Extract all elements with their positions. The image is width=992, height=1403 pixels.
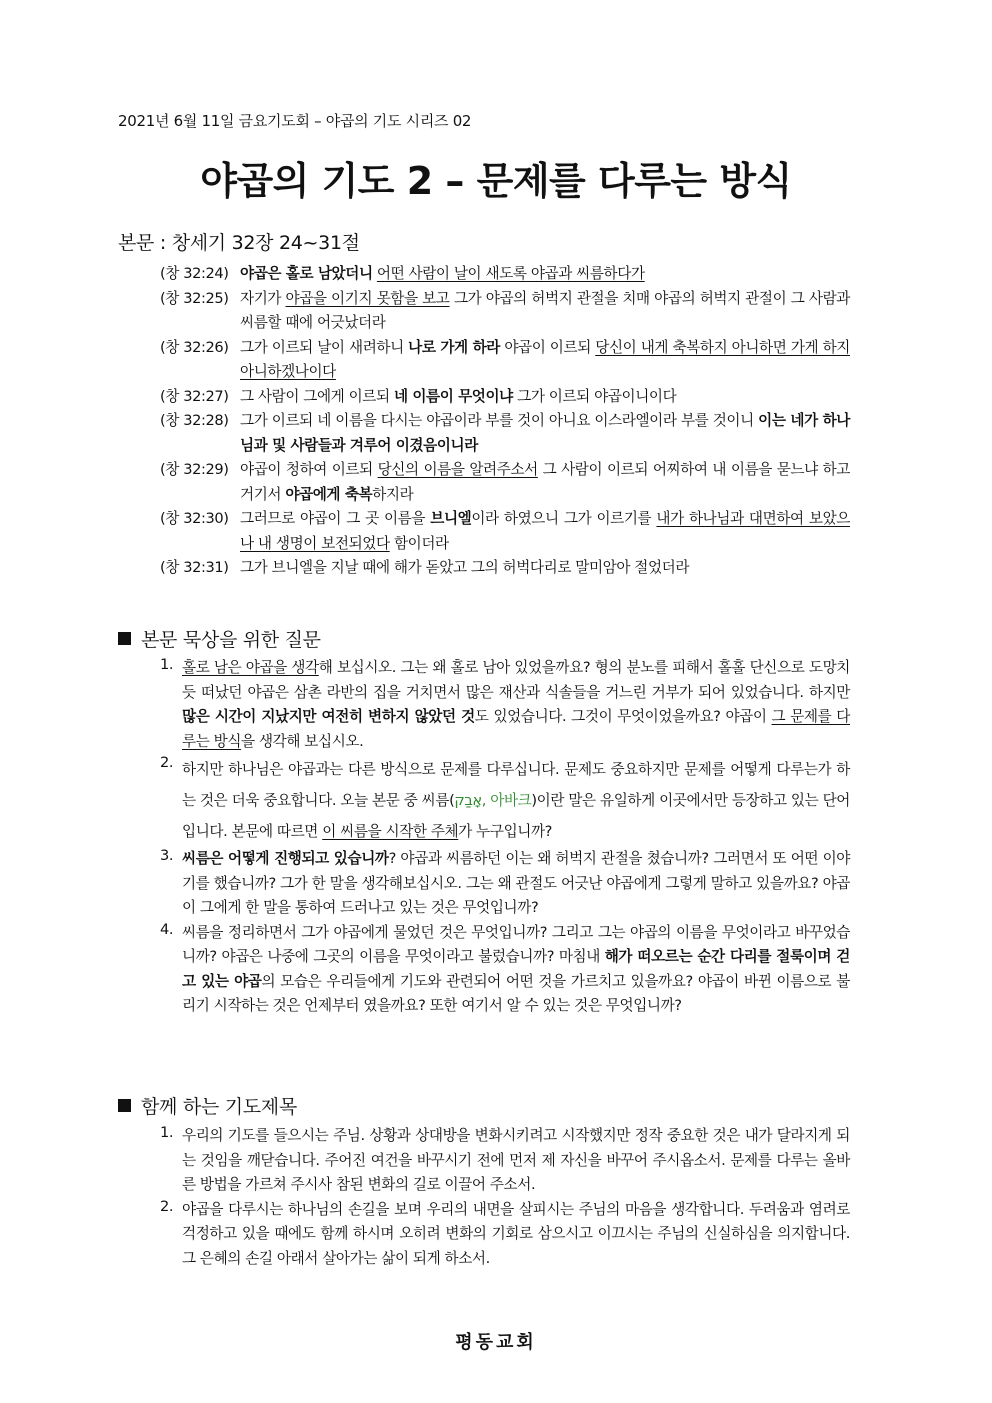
verse-ref: (창 32:27) — [160, 387, 229, 405]
verse-text — [240, 556, 850, 581]
verse-ref: (창 32:24) — [160, 265, 229, 282]
text-run: 이라 하였으니 그가 이르기를 — [471, 510, 657, 527]
verse-text — [240, 287, 850, 336]
text-run: 해가 떠오르는 순간 다리를 절룩이며 걷고 있는 야곱 — [182, 948, 850, 990]
item-number: 2. — [160, 1197, 174, 1215]
prayers-heading-label: 함께 하는 기도제목 — [141, 1096, 297, 1118]
text-run: 네 이름이 무엇이냐 — [393, 387, 513, 405]
item-text — [182, 847, 850, 921]
item-number: 2. — [160, 754, 174, 771]
verse-row — [160, 287, 850, 336]
text-run: 을 생각해 보십시오. — [241, 732, 364, 750]
text-run: 그 사람이 그에게 이르되 — [240, 387, 394, 405]
text-run: 씨름은 어떻게 진행되고 있습니까 — [182, 850, 389, 867]
text-run: 함이더라 — [389, 534, 449, 552]
verse-list — [160, 262, 850, 581]
text-run: 하지만 하나님은 야곱과는 다른 방식으로 문제를 다루십니다. 문제도 중요하지만 문제를 어떻게 다루는가 하는 것은 더욱 중요합니다. 오늘 본문 중 씨름( — [182, 761, 850, 809]
question-item — [160, 754, 850, 847]
text-run: 도 있었습니다. 그것이 무엇이었을까요? 야곱이 — [474, 708, 772, 725]
text-run: ? 야곱과 씨름하던 이는 왜 허벅지 관절을 쳤습니까? 그러면서 또 어떤 이야기를 했습니까? 그가 한 말을 생각해보십시오. 그는 왜 관절도 어긋난 야곱에게 그렇게 말하고 있을까요? 야곱이 그에게 한 말을 통하여 드러나고 있는 것은 무엇입니까? — [182, 850, 850, 916]
text-run: 그러므로 야곱이 그 곳 이름을 — [240, 510, 431, 527]
item-number: 1. — [160, 1124, 174, 1141]
text-run: 그가 야곱의 허벅지 관절을 치매 야곱의 허벅지 관절이 그 사람과 씨름할 때에 어긋났더라 — [240, 289, 850, 331]
text-run: 야곱이 이르되 — [499, 338, 596, 356]
verse-row — [160, 336, 850, 385]
verse-row — [160, 556, 850, 581]
question-list — [160, 656, 850, 1019]
text-run: 가 누구입니까? — [458, 823, 553, 840]
verse-ref: (창 32:31) — [160, 559, 229, 576]
text-run: )이란 말은 유일하게 이곳에서만 등장하고 있는 단어입니다. 본문에 따르면 — [182, 792, 850, 840]
item-number: 4. — [160, 920, 174, 938]
verse-row — [160, 458, 850, 507]
verse-ref: (창 32:25) — [160, 289, 229, 307]
item-number: 1. — [160, 656, 174, 673]
item-text — [182, 1124, 850, 1198]
verse-text — [240, 385, 850, 410]
text-run: 우리의 기도를 들으시는 주님. 상황과 상대방을 변화시키려고 시작했지만 정작 중요한 것은 내가 달라지게 되는 것임을 깨닫습니다. 주어진 여건을 바꾸시기 전에 먼저 제 자신을 바꾸어 주시옵소서. 문제를 다루는 올바른 방법을 가르쳐 주시사 참된 변화의 길로 이끌어 주소서. — [182, 1127, 850, 1193]
verse-row — [160, 409, 850, 458]
text-run: 당신이 내게 축복하지 아니하면 가게 하지 아니하겠나이다 — [240, 338, 850, 380]
verse-text — [240, 336, 850, 385]
prayer-list — [160, 1124, 850, 1271]
text-run: 그 문제를 다루는 방식 — [182, 708, 850, 750]
text-run: 홀로 남은 야곱을 생각 — [182, 659, 319, 676]
text-run: 그 사람이 이르되 어찌하여 내 이름을 묻느냐 하고 거기서 — [240, 461, 850, 503]
verse-row — [160, 385, 850, 410]
verse-row — [160, 507, 850, 556]
text-run: 야곱을 다루시는 하나님의 손길을 보며 우리의 내면을 살피시는 주님의 마음을 생각합니다. 두려움과 염려로 걱정하고 있을 때에도 함께 하시며 오히려 변화의 기회로 삼으시고 이끄시는 주님의 신실하심을 의지합니다. 그 은혜의 손길 아래서 살아가는 삶이 되게 하소서. — [182, 1200, 850, 1267]
scripture-reference: 본문 : 창세기 32장 24~31절 — [118, 232, 360, 254]
verse-text — [240, 458, 850, 507]
text-run: 내가 하나님과 대면하여 보았으나 내 생명이 보전되었다 — [240, 510, 850, 552]
text-run: 야곱이 청하여 이르되 — [240, 461, 378, 478]
text-run: 어떤 사람이 날이 새도록 야곱과 씨름하다가 — [376, 265, 645, 282]
verse-ref: (창 32:26) — [160, 338, 229, 356]
item-text — [182, 1198, 850, 1272]
square-bullet-icon — [118, 1099, 131, 1112]
item-text — [182, 921, 850, 1019]
verse-ref: (창 32:29) — [160, 461, 229, 478]
text-run: 많은 시간이 지났지만 여전히 변하지 않았던 것 — [182, 708, 475, 725]
prayer-item — [160, 1124, 850, 1198]
church-name: 평동교회 — [455, 1332, 537, 1353]
text-run: 이는 네가 하나님과 및 사람들과 겨루어 이겼음이니라 — [240, 412, 850, 454]
text-run: 자기가 — [240, 289, 286, 307]
text-run: 그가 이르되 야곱이니이다 — [512, 387, 677, 405]
prayers-heading — [118, 1092, 297, 1119]
question-item — [160, 656, 850, 754]
verse-row — [160, 262, 850, 287]
question-item — [160, 921, 850, 1019]
text-run: 하지라 — [372, 485, 414, 503]
verse-text — [240, 262, 850, 287]
verse-ref: (창 32:30) — [160, 510, 229, 527]
item-number: 3. — [160, 847, 174, 864]
text-run: 해 보십시오. 그는 왜 홀로 남아 있었을까요? 형의 분노를 피해서 홀홀 단신으로 도망치듯 떠났던 야곱은 삼촌 라반의 집을 거치면서 많은 재산과 식솔들을 거느린 거부가 되어 있었습니다. 하지만 — [182, 659, 850, 701]
text-run: 야곱은 홀로 남았더니 — [240, 265, 373, 282]
page-title: 야곱의 기도 2 – 문제를 다루는 방식 — [200, 159, 792, 203]
hebrew-term: אָבַק, 아바크 — [454, 792, 532, 809]
verse-text — [240, 507, 850, 556]
text-run: 그가 이르되 네 이름을 다시는 야곱이라 부를 것이 아니요 이스라엘이라 부를 것이니 — [240, 412, 759, 429]
text-run: 나로 가게 하라 — [408, 338, 500, 356]
square-bullet-icon — [118, 632, 131, 645]
text-run: 그가 브니엘을 지날 때에 해가 돋았고 그의 허벅다리로 말미암아 절었더라 — [240, 559, 690, 576]
questions-heading-label: 본문 묵상을 위한 질문 — [141, 629, 321, 651]
prayer-item — [160, 1198, 850, 1272]
item-text — [182, 754, 850, 847]
text-run: 이 씨름을 시작한 주체 — [322, 823, 459, 840]
verse-ref: (창 32:28) — [160, 412, 229, 429]
item-text — [182, 656, 850, 754]
text-run: 씨름을 정리하면서 그가 야곱에게 물었던 것은 무엇입니까? 그리고 그는 야곱의 이름을 무엇이라고 바꾸었습니까? 야곱은 나중에 그곳의 이름을 무엇이라고 불렀습니까? 마침내 — [182, 923, 850, 965]
document-meta: 2021년 6월 11일 금요기도회 – 야곱의 기도 시리즈 02 — [118, 112, 472, 130]
text-run: 의 모습은 우리들에게 기도와 관련되어 어떤 것을 가르치고 있을까요? 야곱이 바뀐 이름으로 불리기 시작하는 것은 언제부터 였을까요? 또한 여기서 알 수 있는 것은 무엇입니까? — [182, 972, 850, 1014]
text-run: 브니엘 — [430, 510, 472, 527]
text-run: 야곱을 이기지 못함을 보고 — [285, 289, 450, 307]
question-item — [160, 847, 850, 921]
text-run: 야곱에게 축복 — [285, 485, 373, 503]
text-run: 당신의 이름을 알려주소서 — [377, 461, 538, 478]
text-run: 그가 이르되 날이 새려하니 — [240, 338, 409, 356]
verse-text — [240, 409, 850, 458]
questions-heading — [118, 625, 321, 652]
